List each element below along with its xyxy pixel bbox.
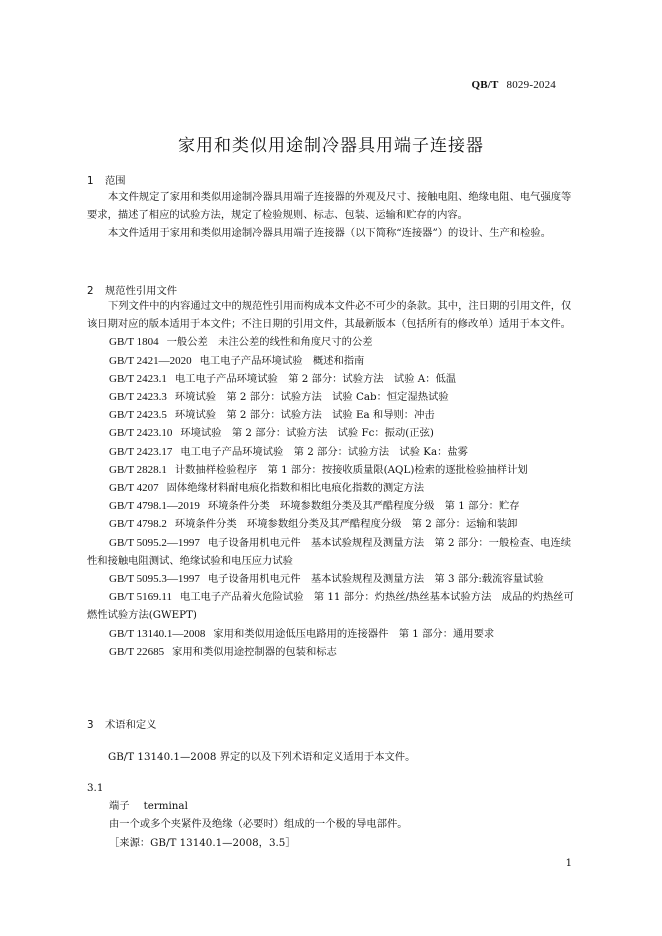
term-en: terminal xyxy=(143,800,188,813)
reference-item: GB/T 4207 固体绝缘材料耐电痕化指数和相比电痕化指数的测定方法 xyxy=(109,482,425,495)
reference-item: GB/T 2423.5 环境试验 第 2 部分：试验方法 试验 Ea 和导则：冲击 xyxy=(109,409,435,422)
references-intro: 下列文件中的内容通过文中的规范性引用而构成本文件必不可少的条款。其中，注日期的引用文件，仅该日期对应的版本适用于本文件；不注日期的引用文件，其最新版本（包括所有的修改单）适用于本文件。 xyxy=(87,300,572,331)
section-1-number: 1 xyxy=(87,175,94,187)
document-title: 家用和类似用途制冷器具用端子连接器 xyxy=(178,136,484,156)
term-zh: 端子 xyxy=(109,800,130,813)
reference-item: GB/T 4798.2 环境条件分类 环境参数组分类及其严酷程度分级 第 2 部分：运输和装卸 xyxy=(109,518,518,531)
section-2-heading xyxy=(87,282,177,297)
reference-item: GB/T 2423.10 环境试验 第 2 部分：试验方法 试验 Fc：振动(正弦) xyxy=(109,427,434,440)
scope-paragraph-2: 本文件适用于家用和类似用途制冷器具用端子连接器（以下简称“连接器”）的设计、生产和检验。 xyxy=(108,227,551,240)
standard-code xyxy=(471,79,556,91)
scope-paragraph-1: 本文件规定了家用和类似用途制冷器具用端子连接器的外观及尺寸、接触电阻、绝缘电阻、电气强度等要求，描述了相应的试验方法，规定了检验规则、标志、包装、运输和贮存的内容。 xyxy=(87,191,572,222)
standard-number: 8029-2024 xyxy=(506,79,556,91)
section-1-title: 范围 xyxy=(105,175,126,187)
term-number: 3.1 xyxy=(87,782,104,794)
section-2-body xyxy=(87,297,577,661)
reference-item: GB/T 2421—2020 电工电子产品环境试验 概述和指南 xyxy=(109,354,365,367)
section-3-title: 术语和定义 xyxy=(105,719,157,731)
section-1-heading xyxy=(87,172,126,187)
reference-item: GB/T 13140.1—2008 家用和类似用途低压电路用的连接器件 第 1 部分：通用要求 xyxy=(109,627,495,640)
term-entry xyxy=(87,779,577,852)
term-source: ［来源：GB/T 13140.1—2008，3.5］ xyxy=(109,836,296,849)
reference-item: GB/T 5095.2—1997 电子设备用机电元件 基本试验规程及测量方法 第 2 部分：一般检查、电连续性和接触电阻测试、绝缘试验和电压应力试验 xyxy=(87,536,572,567)
reference-item: GB/T 1804 一般公差 未注公差的线性和角度尺寸的公差 xyxy=(109,336,373,349)
standard-prefix: QB/T xyxy=(471,79,499,91)
reference-item: GB/T 22685 家用和类似用途控制器的包装和标志 xyxy=(109,645,337,658)
page-number: 1 xyxy=(565,858,572,869)
section-3-heading xyxy=(87,716,156,731)
section-2-number: 2 xyxy=(87,285,94,297)
term-names xyxy=(87,797,577,815)
section-2-title: 规范性引用文件 xyxy=(105,285,178,297)
section-3-intro: GB/T 13140.1—2008 界定的以及下列术语和定义适用于本文件。 xyxy=(108,751,416,763)
reference-item: GB/T 5095.3—1997 电子设备用机电元件 基本试验规程及测量方法 第 3 部分:载流容量试验 xyxy=(109,573,544,586)
reference-item: GB/T 2423.3 环境试验 第 2 部分：试验方法 试验 Cab：恒定湿热试验 xyxy=(109,391,449,404)
section-3-number: 3 xyxy=(87,719,94,731)
term-definition: 由一个或多个夹紧件及绝缘（必要时）组成的一个极的导电部件。 xyxy=(109,818,408,831)
reference-item: GB/T 2828.1 计数抽样检验程序 第 1 部分：按接收质量限(AQL)检索的逐批检验抽样计划 xyxy=(109,463,528,476)
section-1-body xyxy=(87,188,577,243)
reference-item: GB/T 4798.1—2019 环境条件分类 环境参数组分类及其严酷程度分级 第 1 部分：贮存 xyxy=(109,500,520,513)
reference-item: GB/T 2423.1 电工电子产品环境试验 第 2 部分：试验方法 试验 A：低温 xyxy=(109,372,457,385)
reference-item: GB/T 2423.17 电工电子产品环境试验 第 2 部分：试验方法 试验 Ka：盐雾 xyxy=(109,445,468,458)
reference-item: GB/T 5169.11 电工电子产品着火危险试验 第 11 部分：灼热丝/热丝基本试验方法 成品的灼热丝可燃性试验方法(GWEPT) xyxy=(87,591,574,622)
